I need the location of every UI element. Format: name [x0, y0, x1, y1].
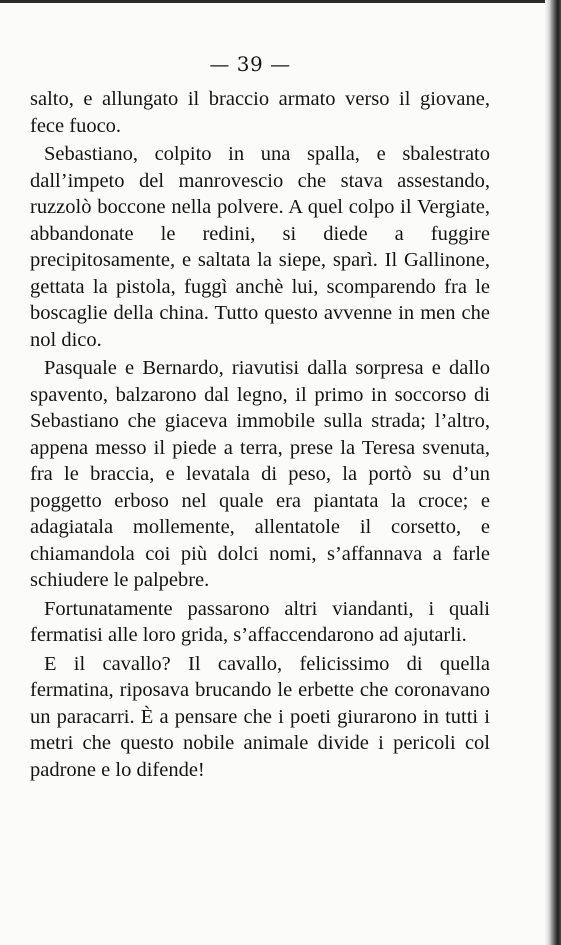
body-text [30, 86, 490, 785]
paragraph-1: salto, e allungato il braccio armato verso il giovane, fece fuoco. [30, 88, 490, 137]
binding-gutter [545, 0, 561, 945]
page-number: — 39 — [209, 52, 291, 76]
paragraph-5: E il cavallo? Il cavallo, felicissimo di quella fermatina, riposava brucando le erbette che coronavano un paracarri. È a pensare che i poeti giurarono in tutti i metri che questo nobile animale divide i pericoli col padrone e lo difende! [30, 652, 490, 781]
paragraph-2: Sebastiano, colpito in una spalla, e sbalestrato dall’impeto del manrovescio che stava assestando, ruzzolò boccone nella polvere. A quel colpo il Vergiate, abbandonate le redini, si diede a fuggire precipitosamente, e saltata la siepe, sparì. Il Gallinone, gettata la pistola, fuggì anchè lui, scomparendo fra le boscaglie della china. Tutto questo avvenne in men che nol dico. [30, 143, 490, 351]
paragraph-3: Pasquale e Bernardo, riavutisi dalla sorpresa e dallo spavento, balzarono dal legno, il primo in soccorso di Sebastiano che giaceva immobile sulla strada; l’altro, appena messo il piede a terra, prese la Teresa svenuta, fra le braccia, e levatala di peso, la portò su d’un poggetto erboso nel quale era piantata la croce; e adagiatala mollemente, allentatole il corsetto, e chiamandola coi più dolci nomi, s’affannava a farle schiudere le palpebre. [30, 357, 490, 591]
page-top-edge [0, 0, 561, 3]
paragraph-4: Fortunatamente passarono altri viandanti, i quali fermatisi alle loro grida, s’affaccendarono ad ajutarli. [30, 597, 490, 646]
